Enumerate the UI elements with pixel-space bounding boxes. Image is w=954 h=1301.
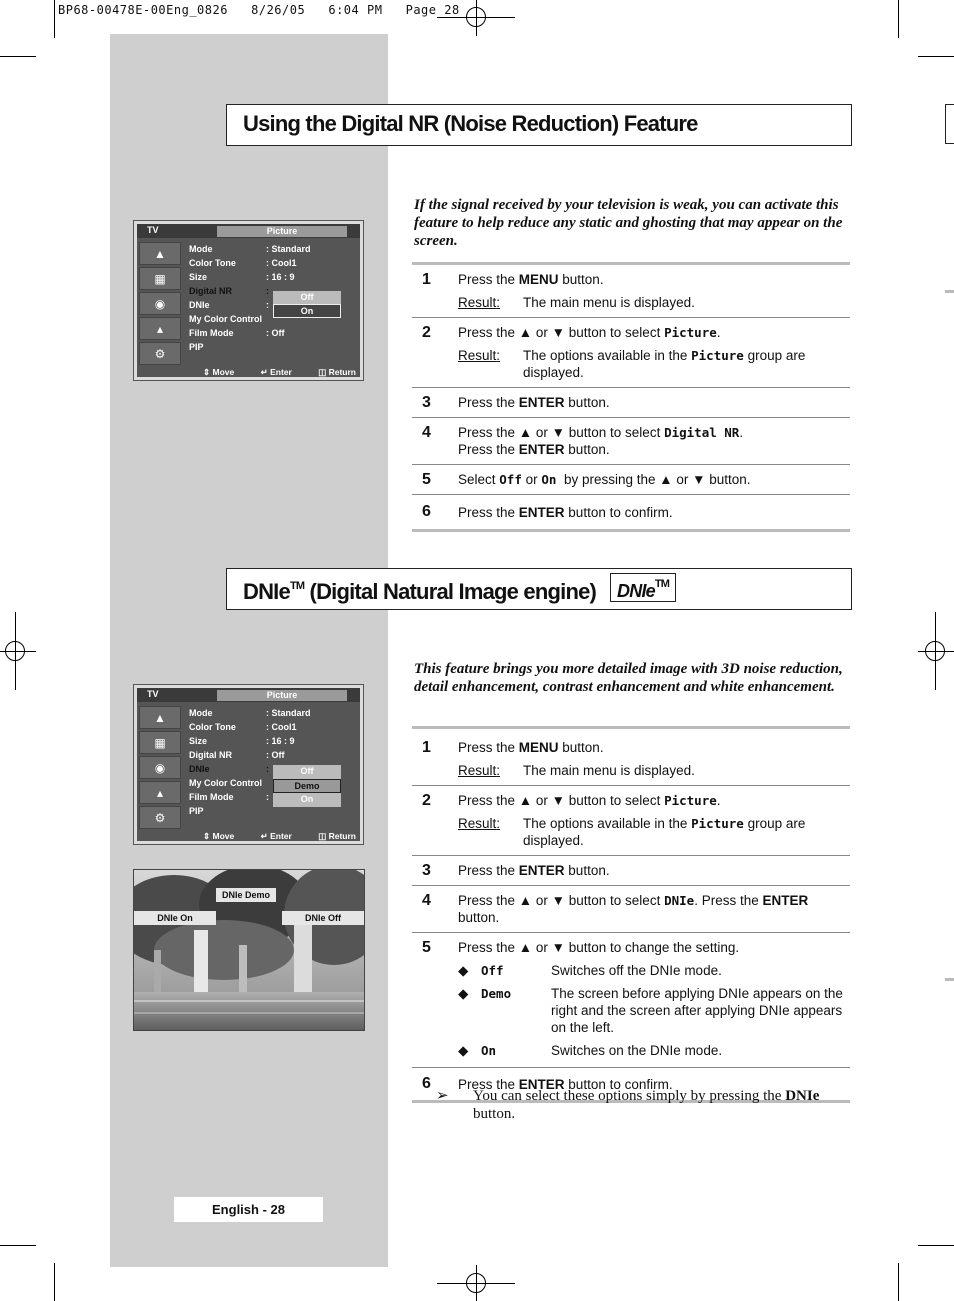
picture-icon: ▦ [139, 731, 181, 754]
section2-intro: This feature brings you more detailed image with 3D noise reduction, detail enhancement, contrast enhancement and white enhancement. [414, 661, 843, 695]
move-hint: ⇕ Move [203, 367, 235, 377]
osd-row-label: Size [189, 272, 208, 282]
osd-row-value: : 16 : 9 [266, 272, 295, 282]
osd-tv-label: TV [147, 225, 159, 235]
osd-row-value: : Off [266, 750, 285, 760]
osd-row-label: PIP [189, 806, 204, 816]
dnie-note: ➢ You can select these options simply by pressing the DNIe button. [436, 1088, 820, 1122]
step-2: 2 Press the ▲ or ▼ button to select Picture. Result: The options available in the Picture group are displayed. [412, 786, 850, 856]
antenna-icon: ▲ [139, 706, 181, 729]
sound-icon: ◉ [139, 292, 181, 315]
osd-tab-picture: Picture [217, 226, 347, 237]
osd-nav-hints [203, 831, 380, 842]
osd-row-label: Digital NR [189, 750, 233, 760]
page-footer: English - 28 [174, 1197, 323, 1222]
diamond-bullet-icon: ◆ [458, 1043, 469, 1058]
osd-row-label: DNIe [189, 300, 210, 310]
dnie-demo-label: DNIe Demo [216, 888, 276, 902]
osd-option-on: On [273, 793, 341, 807]
diamond-bullet-icon: ◆ [458, 963, 469, 978]
osd-row-label: Mode [189, 708, 213, 718]
diamond-bullet-icon: ◆ [458, 986, 469, 1001]
section1-steps [412, 262, 850, 532]
osd-icon-column [139, 242, 183, 372]
osd-tv-label: TV [147, 689, 159, 699]
osd-row-label: Color Tone [189, 722, 236, 732]
osd-row-label: Mode [189, 244, 213, 254]
step-4: 4 Press the ▲ or ▼ button to select Digital NR. Press the ENTER button. [412, 418, 850, 465]
enter-hint: ↵ Enter [260, 367, 292, 377]
osd-row-label: My Color Control [189, 778, 262, 788]
dnie-on-label: DNIe On [134, 911, 216, 925]
section1-title-box [226, 104, 852, 146]
osd-row-value: : [266, 792, 269, 802]
osd-row-label: Digital NR [189, 286, 233, 296]
osd-row-value: : Standard [266, 708, 311, 718]
osd-row-value: : [266, 764, 269, 774]
dnie-logo: DNIe™ [610, 573, 676, 602]
result-label: Result: [458, 816, 501, 831]
osd-row-value: : Cool1 [266, 258, 297, 268]
option-on: ◆ On Switches on the DNIe mode. [458, 1043, 723, 1058]
osd-menu-digital-nr [133, 220, 364, 381]
dnie-demo-photo [133, 869, 365, 1031]
step-4: 4 Press the ▲ or ▼ button to select DNIe. Press the ENTER button. [412, 886, 850, 933]
step-3: 3 Press the ENTER button. [412, 388, 850, 418]
setup-icon: ⚙ [139, 342, 181, 365]
osd-option-off: Off [273, 765, 341, 779]
osd-option-off: Off [273, 291, 341, 305]
sound-icon: ◉ [139, 756, 181, 779]
osd-row-label: Film Mode [189, 328, 234, 338]
setup-icon: ⚙ [139, 806, 181, 829]
osd-menu-dnie [133, 684, 364, 845]
step-6: 6 Press the ENTER button to confirm. [422, 503, 673, 520]
osd-row-label: DNIe [189, 764, 210, 774]
antenna-icon: ▲ [139, 242, 181, 265]
section2-title-box [226, 568, 852, 610]
osd-tab-picture: Picture [217, 690, 347, 701]
result-label: Result: [458, 763, 501, 778]
osd-row-value: : [266, 300, 269, 310]
step-2: 2 Press the ▲ or ▼ button to select Picture. Result: The options available in the Picture group are displayed. [412, 318, 850, 388]
step-1: 1 Press the MENU button. Result: The main menu is displayed. [412, 265, 850, 318]
print-header: BP68-00478E-00Eng_0826 8/26/05 6:04 PM Page 28 [58, 3, 460, 17]
enter-hint: ↵ Enter [260, 831, 292, 841]
osd-row-value: : [266, 286, 269, 296]
osd-nav-hints [203, 367, 380, 378]
section1-intro: If the signal received by your television is weak, you can activate this feature to help reduce any static and ghosting that may appear on the screen. [414, 197, 843, 249]
osd-row-label: Film Mode [189, 792, 234, 802]
return-hint: ◫ Return [318, 831, 356, 841]
picture-icon: ▦ [139, 267, 181, 290]
osd-option-on-selected: On [273, 304, 341, 318]
move-hint: ⇕ Move [203, 831, 235, 841]
osd-icon-column [139, 706, 183, 836]
gray-sidebar-band [110, 34, 388, 1267]
osd-row-value: : Standard [266, 244, 311, 254]
result-label: Result: [458, 348, 501, 363]
result-label: Result: [458, 295, 501, 310]
arrow-bullet-icon: ➢ [436, 1088, 449, 1104]
dnie-off-label: DNIe Off [282, 911, 364, 925]
step-1: 1 Press the MENU button. Result: The main menu is displayed. [412, 729, 850, 786]
osd-row-label: PIP [189, 342, 204, 352]
step-5: 5 Press the ▲ or ▼ button to change the setting. ◆ Off Switches off the DNIe mode. ◆ Demo The screen before applying DNIe appears on the right and the screen after applying DNIe appears on the left. ◆ On Switches on the DNIe mode. [412, 933, 850, 1068]
option-demo: ◆ Demo The screen before applying DNIe appears on the right and the screen after applying DNIe appears on the left. [458, 986, 843, 1035]
step-6: 6 Press the ENTER button to confirm. [422, 1075, 673, 1092]
osd-row-label: My Color Control [189, 314, 262, 324]
osd-row-label: Size [189, 736, 208, 746]
osd-row-label: Color Tone [189, 258, 236, 268]
channel-icon: ▴ [139, 317, 181, 340]
section2-steps [412, 726, 850, 1103]
section1-title: Using the Digital NR (Noise Reduction) Feature [243, 111, 698, 136]
step-3: 3 Press the ENTER button. [412, 856, 850, 886]
return-hint: ◫ Return [318, 367, 356, 377]
osd-row-value: : 16 : 9 [266, 736, 295, 746]
option-off: ◆ Off Switches off the DNIe mode. [458, 963, 722, 978]
osd-option-demo-selected: Demo [273, 779, 341, 793]
osd-row-value: : Cool1 [266, 722, 297, 732]
step-5: 5 Select Off or On by pressing the ▲ or ▼ button. [412, 465, 850, 495]
section2-title: DNIe™ (Digital Natural Image engine) DNIe™ [243, 575, 676, 605]
channel-icon: ▴ [139, 781, 181, 804]
osd-row-value: : Off [266, 328, 285, 338]
